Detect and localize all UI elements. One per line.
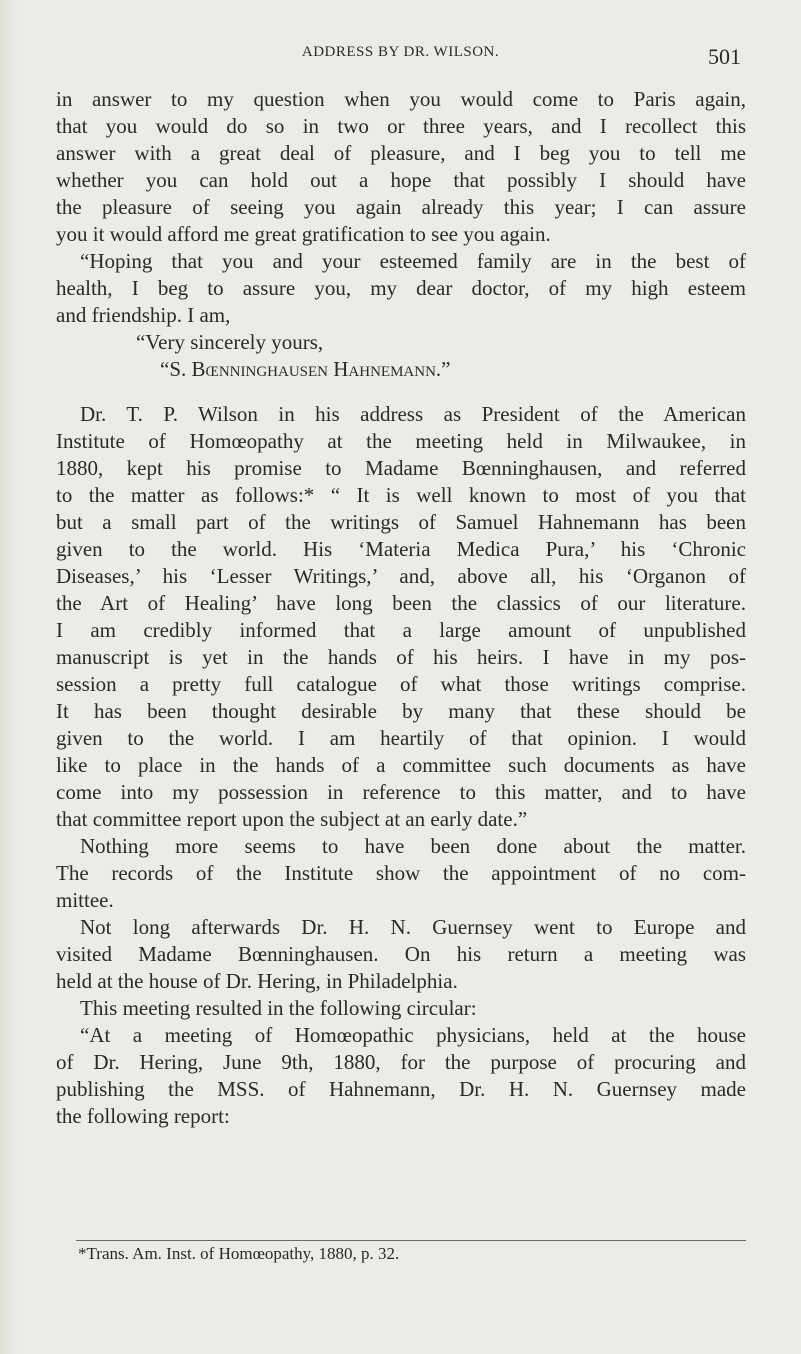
text-line: answer with a great deal of pleasure, and I beg you to tell me <box>56 141 746 165</box>
text-line: you it would afford me great gratification to see you again. <box>56 222 551 246</box>
text-line: like to place in the hands of a committee such documents as have <box>56 753 746 777</box>
text-line: Institute of Homœopathy at the meeting held in Milwaukee, in <box>56 429 746 453</box>
text-line: held at the house of Dr. Hering, in Philadelphia. <box>56 969 458 993</box>
text-line: manuscript is yet in the hands of his heirs. I have in my pos- <box>56 645 746 669</box>
text-line: given to the world. His ‘Materia Medica Pura,’ his ‘Chronic <box>56 537 746 561</box>
text-line: 1880, kept his promise to Madame Bœnninghausen, and referred <box>56 456 746 480</box>
text-line: given to the world. I am heartily of that opinion. I would <box>56 726 746 750</box>
text-line: mittee. <box>56 888 114 912</box>
text-line: come into my possession in reference to this matter, and to have <box>56 780 746 804</box>
text-line: This meeting resulted in the following circular: <box>80 996 477 1020</box>
text-line: the pleasure of seeing you again already this year; I can assure <box>56 195 746 219</box>
text-line: health, I beg to assure you, my dear doctor, of my high esteem <box>56 276 746 300</box>
text-line: the following report: <box>56 1104 230 1128</box>
text-line: and friendship. I am, <box>56 303 231 327</box>
text-line: “Hoping that you and your esteemed family are in the best of <box>80 249 746 273</box>
text-line: Nothing more seems to have been done about the matter. <box>80 834 746 858</box>
text-line: in answer to my question when you would come to Paris again, <box>56 87 746 111</box>
running-head: ADDRESS BY DR. WILSON. <box>301 44 500 60</box>
text-line: of Dr. Hering, June 9th, 1880, for the purpose of procuring and <box>56 1050 746 1074</box>
footnote-rule <box>76 1240 746 1241</box>
body-text <box>56 86 746 1130</box>
text-line: Dr. T. P. Wilson in his address as President of the American <box>80 402 746 426</box>
text-line: Diseases,’ his ‘Lesser Writings,’ and, above all, his ‘Organon of <box>56 564 746 588</box>
text-line: Not long afterwards Dr. H. N. Guernsey went to Europe and <box>80 915 746 939</box>
text-line: session a pretty full catalogue of what those writings comprise. <box>56 672 746 696</box>
text-line: publishing the MSS. of Hahnemann, Dr. H. N. Guernsey made <box>56 1077 746 1101</box>
text-line: It has been thought desirable by many that these should be <box>56 699 746 723</box>
page-number: 501 <box>708 44 741 69</box>
closing-line: “Very sincerely yours, <box>136 330 324 354</box>
text-line: I am credibly informed that a large amount of unpublished <box>56 618 746 642</box>
text-line: to the matter as follows:* “ It is well known to most of you that <box>56 483 746 507</box>
paragraph-gap <box>56 383 746 401</box>
signature-line: “S. Bœnninghausen Hahnemann.” <box>160 357 451 381</box>
footnote: *Trans. Am. Inst. of Homœopathy, 1880, p. 32. <box>78 1244 400 1263</box>
text-line: but a small part of the writings of Samuel Hahnemann has been <box>56 510 746 534</box>
text-line: The records of the Institute show the appointment of no com- <box>56 861 746 885</box>
text-line: that committee report upon the subject at an early date.” <box>56 807 528 831</box>
text-line: “At a meeting of Homœopathic physicians, held at the house <box>80 1023 746 1047</box>
page-header <box>0 44 801 68</box>
text-line: visited Madame Bœnninghausen. On his return a meeting was <box>56 942 746 966</box>
text-line: whether you can hold out a hope that possibly I should have <box>56 168 746 192</box>
text-line: the Art of Healing’ have long been the classics of our literature. <box>56 591 746 615</box>
page-edge-shadow <box>0 0 18 1354</box>
text-line: that you would do so in two or three years, and I recollect this <box>56 114 746 138</box>
